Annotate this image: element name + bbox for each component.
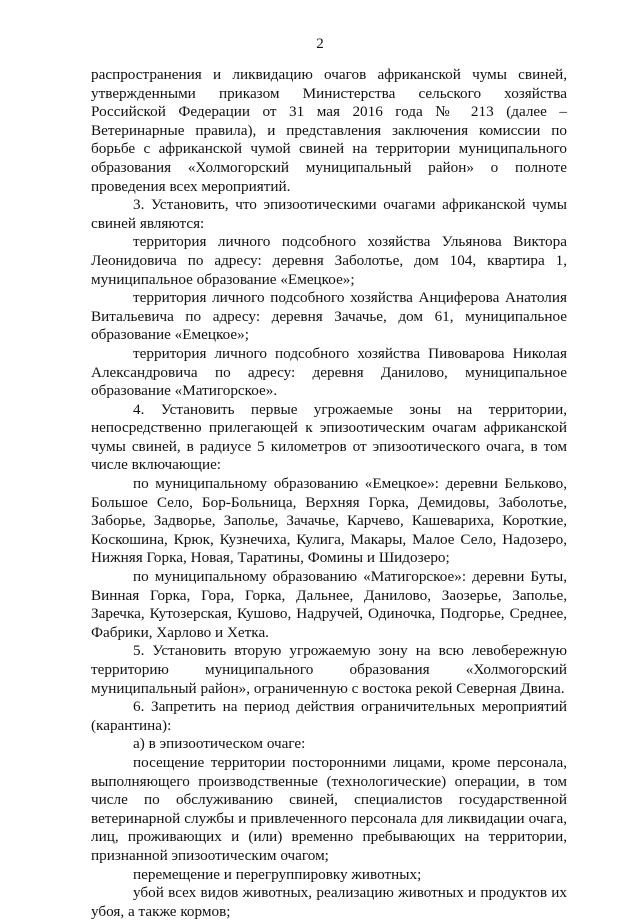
paragraph-matigorskoe-villages: по муниципальному образованию «Матигорское»: деревни Буты, Винная Горка, Гора, Горка, Дальнее, Данилово, Заозерье, Заполье, Заречка, Кутозерская, Кушово, Надручей, Одиночка, Подгорье, Среднее, Фабрики, Харлово и Хетка. [91,568,567,641]
paragraph-regrouping-ban: перемещение и перегруппировку животных; [133,865,422,883]
paragraph-item-5: 5. Установить вторую угрожаемую зону на всю левобережную территорию муниципального образования «Холмогорский муниципальный район», ограниченную с востока рекой Северная Двина. [91,642,567,697]
paragraph-visit-ban: посещение территории посторонними лицами, кроме персонала, выполняющего производственные (технологические) операции, в том числе по обслуживанию свиней, специалистов государственной ветеринарной службы и привлеченного персонала для ликвидации очага, лиц, проживающих и (или) временно пребывающих на территории, признанной эпизоотическим очагом; [91,753,567,864]
paragraph-focus-pivovarov: территория личного подсобного хозяйства Пивоварова Николая Александровича по адресу: деревня Данилово, муниципальное образование «Матигорское». [91,344,567,400]
page-number: 2 [316,36,324,52]
paragraph-slaughter-ban: убой всех видов животных, реализацию животных и продуктов их убоя, а также кормов; [91,884,567,920]
paragraph-item-3: 3. Установить, что эпизоотическими очагами африканской чумы свиней являются: [91,196,567,232]
paragraph-item-6: 6. Запретить на период действия ограничительных мероприятий (карантина): [91,698,567,734]
paragraph-focus-antsiferov: территория личного подсобного хозяйства Анциферова Анатолия Витальевича по адресу: деревня Зачачье, дом 61, муниципальное образование «Емецкое»; [91,289,567,344]
paragraph-continuation: распространения и ликвидацию очагов африканской чумы свиней, утвержденными приказом Министерства сельского хозяйства Российской Федерации от 31 мая 2016 года № 213 (далее – Ветеринарные правила), и представления заключения комиссии по борьбе с африканской чумой свиней на территории муниципального образования «Холмогорский муниципальный район» о полноте проведения всех мероприятий. [91,66,567,195]
paragraph-focus-ulyanov: территория личного подсобного хозяйства Ульянова Виктора Леонидовича по адресу: деревня Заболотье, дом 104, квартира 1, муниципальное образование «Емецкое»; [91,233,567,288]
paragraph-subitem-a: а) в эпизоотическом очаге: [133,735,306,753]
paragraph-emetskoe-villages: по муниципальному образованию «Емецкое»: деревни Бельково, Большое Село, Бор-Больница, Верхняя Горка, Демидовы, Заболотье, Заборье, Задворье, Заполье, Зачачье, Карчево, Кашевариха, Короткие, Коскошина, Крюк, Кузнечиха, Кулига, Макары, Малое Село, Надозеро, Нижняя Горка, Новая, Таратины, Фомины и Шидозеро; [91,475,567,567]
document-body [91,66,567,921]
paragraph-item-4: 4. Установить первые угрожаемые зоны на территории, непосредственно прилегающей к эпизоотическим очагам африканской чумы свиней, в радиусе 5 километров от эпизоотического очага, в том числе включающие: [91,400,567,474]
